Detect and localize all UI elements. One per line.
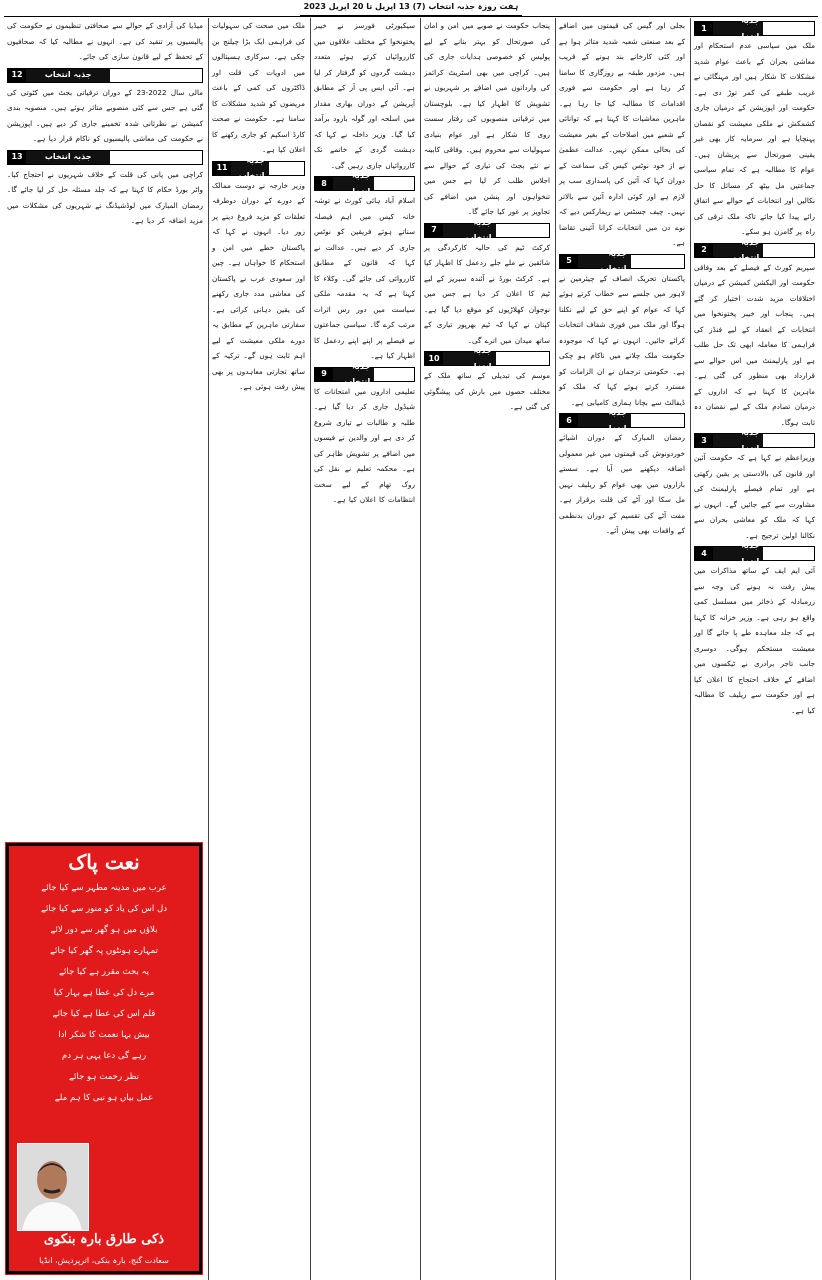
poem-line: بلاؤں میں ہو گھر سے دور لائے — [50, 925, 158, 935]
section-label: جذبہ انتخاب — [578, 414, 631, 427]
news-column — [420, 18, 553, 1280]
article-text: تعلیمی اداروں میں امتحانات کا شیڈول جاری کر دیا گیا ہے۔ طلبہ و طالبات نے تیاری شروع کر دی ہے اور والدین نے فیسوں میں اضافے پر تشویش ظاہر کی ہے۔ محکمہ تعلیم نے نقل کی روک تھام کے لیے سخت انتظامات کا اعلان کیا ہے۔ — [314, 386, 415, 504]
article-text: ملک میں صحت کی سہولیات کی فراہمی ایک بڑا چیلنج بن چکی ہے۔ سرکاری ہسپتالوں میں ادویات کی قلت اور ڈاکٹروں کی کمی کے باعث مریضوں کو شدید مشکلات کا سامنا ہے۔ حکومت نے صحت کارڈ اسکیم کو جاری رکھنے کا اعلان کیا ہے۔ — [212, 21, 305, 154]
article-text: آئی ایم ایف کے ساتھ مذاکرات میں پیش رفت نہ ہونے کی وجہ سے زرمبادلہ کے ذخائر میں مسلسل کمی واقع ہو رہی ہے۔ وزیر خزانہ کا کہنا ہے کہ جلد معاہدہ طے پا جائے گا اور معیشت مستحکم ہوگی۔ دوسری جانب تاجر برادری نے ٹیکسوں میں اضافے کے خلاف احتجاج کا اعلان کیا ہے اور حکومت سے ریلیف کا مطالبہ کیا ہے۔ — [694, 566, 815, 715]
poem-line: نظر رحمت ہو جائے — [68, 1072, 140, 1082]
poet-photo — [17, 1143, 89, 1231]
poem-line: مرے دل کی عطا ہے بہار کیا — [53, 988, 155, 998]
section-label: جذبہ انتخاب — [443, 224, 496, 237]
section-label: جذبہ انتخاب — [26, 69, 110, 82]
poem-line: دل اس کی یاد کو منور سے کیا جائے — [40, 904, 168, 914]
section-tag — [559, 408, 685, 433]
section-tag — [424, 346, 550, 371]
section-number: 8 — [315, 177, 333, 190]
section-number: 3 — [695, 434, 713, 447]
poem-lines — [9, 874, 199, 1109]
section-number: 10 — [425, 352, 443, 365]
section-number: 4 — [695, 547, 713, 560]
section-number: 1 — [695, 22, 713, 35]
poet-name: ذکی طارق بارہ بنکوی — [43, 1232, 165, 1247]
poem-line: یہ بحث مقرر ہے کیا جائے — [58, 967, 150, 977]
poem-line: قلم اس کی عطا ہے کیا جائے — [52, 1009, 156, 1019]
article-text: بجلی اور گیس کی قیمتوں میں اضافے کے بعد صنعتی شعبہ شدید متاثر ہوا ہے اور کئی کارخانے بند ہونے کے قریب ہیں۔ مزدور طبقہ بے روزگاری کا سامنا کر رہا ہے اور حکومت سے فوری اقدامات کا مطالبہ کیا جا رہا ہے۔ ماہرین معاشیات کا کہنا ہے کہ توانائی کے شعبے میں اصلاحات کے بغیر معیشت کی بحالی ممکن نہیں۔ عدالت عظمیٰ نے از خود نوٹس کیس کی سماعت کے دوران کہا کہ آئین کی پاسداری سب پر لازم ہے اور کوئی ادارہ آئین سے بالاتر نہیں۔ چیف جسٹس نے ریمارکس دیے کہ نوے دن میں انتخابات کرانا آئینی تقاضا ہے۔ — [559, 21, 685, 247]
section-label: جذبہ انتخاب — [333, 368, 374, 381]
article-text: میڈیا کی آزادی کے حوالے سے صحافتی تنظیموں نے حکومت کی پالیسیوں پر تنقید کی ہے۔ انہوں نے مطالبہ کیا کہ صحافیوں کے تحفظ کے لیے قانون سازی کی جائے۔ — [7, 21, 203, 61]
news-column — [555, 18, 688, 1280]
section-number: 9 — [315, 368, 333, 381]
section-label: جذبہ انتخاب — [443, 352, 496, 365]
section-label: جذبہ انتخاب — [713, 22, 763, 35]
news-column — [4, 18, 206, 838]
poet-org: سعادت گنج، بارہ بنکی، اترپردیش، انڈیا — [39, 1256, 169, 1265]
article-text: سیکیورٹی فورسز نے خیبر پختونخوا کے مختلف علاقوں میں کارروائیاں کرتے ہوئے متعدد دہشت گردوں کو گرفتار کر لیا ہے۔ آئی ایس پی آر کے مطابق آپریشن کے دوران بھاری مقدار میں اسلحہ اور گولہ بارود برآمد کیا گیا۔ وزیر داخلہ نے کہا کہ دہشت گردی کے خاتمے تک کارروائیاں جاری رہیں گی۔ — [314, 21, 415, 170]
section-tag — [424, 217, 550, 242]
article-text: رمضان المبارک کے دوران اشیائے خوردونوش کی قیمتوں میں غیر معمولی اضافہ دیکھنے میں آیا ہے۔ سستے بازاروں میں بھی عوام کو ریلیف نہیں مل سکا اور آٹے کی قلت برقرار ہے۔ مفت آٹے کی تقسیم کے دوران بدنظمی کے واقعات بھی پیش آئے۔ — [559, 433, 685, 535]
section-tag — [314, 361, 415, 386]
poem-line: عمل بیاں ہو نبی کا ہم ملے — [54, 1093, 154, 1103]
section-number: 7 — [425, 224, 443, 237]
article-text: پنجاب حکومت نے صوبے میں امن و امان کی صورتحال کو بہتر بنانے کے لیے پولیس کو خصوصی ہدایات جاری کی ہیں۔ کراچی میں بھی اسٹریٹ کرائمز کی وارداتوں میں اضافے پر شہریوں نے تشویش کا اظہار کیا ہے۔ بلوچستان میں ترقیاتی منصوبوں کی رفتار سست روی کا شکار ہے اور عوام بنیادی سہولیات سے محروم ہیں۔ وفاقی کابینہ نے نئے بجٹ کی تیاری کے حوالے سے اجلاس طلب کر لیا ہے جس میں تنخواہوں اور پنشن میں اضافے کی تجاویز پر غور کیا جائے گا۔ — [424, 21, 550, 216]
section-tag — [694, 237, 815, 262]
article-text: پاکستان تحریک انصاف کے چیئرمین نے لاہور میں جلسے سے خطاب کرتے ہوئے کہا کہ عوام کو اپنے حق کے لیے نکلنا ہوگا اور ملک میں فوری شفاف انتخابات کرائے جائیں۔ انہوں نے کہا کہ موجودہ حکومت ملک چلانے میں ناکام ہو چکی ہے۔ حکومتی ترجمان نے ان الزامات کو مسترد کرتے ہوئے کہا کہ ملک کو ڈیفالٹ سے بچانا ہماری کامیابی ہے۔ — [559, 273, 685, 407]
poem-line: عرب میں مدینہ مطہر سے کیا جائے — [41, 883, 167, 893]
news-column — [310, 18, 418, 1280]
section-label: جذبہ انتخاب — [713, 547, 763, 560]
article-text: وزیر خارجہ نے دوست ممالک کے دورے کے دوران دوطرفہ تعلقات کو مزید فروغ دینے پر زور دیا۔ انہوں نے کہا کہ پاکستان خطے میں امن و استحکام کا خواہاں ہے۔ چین اور سعودی عرب نے پاکستان کی معاشی مدد جاری رکھنے کی یقین دہانی کرائی ہے۔ سفارتی ماہرین کے مطابق یہ دورے ملکی معیشت کے لیے اہم ثابت ہوں گے۔ ترکیہ کے ساتھ تجارتی معاہدوں پر بھی پیش رفت ہوئی ہے۔ — [212, 180, 305, 391]
poem-box — [6, 843, 202, 1274]
section-label: جذبہ انتخاب — [713, 434, 763, 447]
section-tag — [559, 248, 685, 273]
section-number: 13 — [8, 151, 26, 164]
news-column — [690, 18, 818, 1280]
section-label: جذبہ انتخاب — [713, 244, 763, 257]
poem-line: تمہارے ہونٹوں پہ گھر کیا جائے — [50, 946, 158, 956]
section-label: جذبہ انتخاب — [578, 255, 631, 268]
poem-line: بیش بہا نعمت کا شکر ادا — [58, 1030, 150, 1040]
poem-line: رہے گی دعا یہی ہر دم — [61, 1051, 147, 1061]
top-rule — [4, 16, 818, 17]
section-number: 5 — [560, 255, 578, 268]
section-number: 12 — [8, 69, 26, 82]
article-text: کراچی میں پانی کی قلت کے خلاف شہریوں نے احتجاج کیا۔ واٹر بورڈ حکام کا کہنا ہے کہ جلد مسئلہ حل کر لیا جائے گا۔ رمضان المبارک میں لوڈشیڈنگ نے شہریوں کی مشکلات میں مزید اضافہ کر دیا ہے۔ — [7, 169, 203, 225]
article-text: ملک میں سیاسی عدم استحکام اور معاشی بحران کے باعث عوام شدید مشکلات کا شکار ہیں اور مہنگائی نے غریب طبقے کی کمر توڑ دی ہے۔ حکومت اور اپوزیشن کے درمیان جاری کشمکش نے ملکی معیشت کو نقصان پہنچایا ہے اور سرمایہ کار بھی غیر یقینی صورتحال سے پریشان ہیں۔ عوام کا مطالبہ ہے کہ تمام سیاسی جماعتیں مل بیٹھ کر مسائل کا حل نکالیں اور انتخابات کے حوالے سے اتفاق رائے پیدا کیا جائے تاکہ ملک ترقی کی راہ پر گامزن ہو سکے۔ — [694, 41, 815, 236]
section-number: 2 — [695, 244, 713, 257]
article-text: سپریم کورٹ کے فیصلے کے بعد وفاقی حکومت اور الیکشن کمیشن کے درمیان اختلافات مزید شدت اختیار کر گئے ہیں۔ پنجاب اور خیبر پختونخوا میں انتخابات کے انعقاد کے لیے فنڈز کی فراہمی کا معاملہ ابھی تک حل طلب ہے اور پارلیمنٹ میں اس حوالے سے قرارداد بھی منظور کی گئی ہے۔ ماہرین کا کہنا ہے کہ اداروں کے درمیان تصادم ملک کے لیے نقصان دہ ثابت ہوگا۔ — [694, 262, 815, 427]
section-tag — [314, 171, 415, 196]
section-label: جذبہ انتخاب — [231, 162, 269, 175]
masthead: ہفت روزہ جذبہ انتخاب (7) 13 اپریل تا 20 اپریل 2023 — [300, 2, 522, 16]
section-tag — [694, 541, 815, 566]
section-tag — [694, 18, 815, 41]
article-text: مالی سال 2022-23 کے دوران ترقیاتی بجٹ میں کٹوتی کی گئی ہے جس سے کئی منصوبے متاثر ہوئے ہیں۔ منصوبہ بندی کمیشن نے نظرثانی شدہ تخمینے جاری کر دیے ہیں۔ اپوزیشن نے حکومت کی معاشی پالیسیوں کو ناکام قرار دیا ہے۔ — [7, 87, 203, 143]
section-number: 11 — [213, 162, 231, 175]
section-label: جذبہ انتخاب — [26, 151, 110, 164]
section-tag — [694, 428, 815, 453]
section-tag — [7, 68, 203, 83]
section-tag — [7, 150, 203, 165]
article-text: موسم کی تبدیلی کے ساتھ ملک کے مختلف حصوں میں بارش کی پیشگوئی کی گئی ہے۔ — [424, 371, 550, 411]
section-label: جذبہ انتخاب — [333, 177, 374, 190]
section-tag — [212, 155, 305, 180]
article-text: اسلام آباد ہائی کورٹ نے توشہ خانہ کیس میں اہم فیصلہ سناتے ہوئے فریقین کو نوٹس جاری کر دیے ہیں۔ عدالت نے کہا کہ قانون کے مطابق کارروائی کی جائے گی۔ وکلاء کا کہنا ہے کہ یہ مقدمہ ملکی سیاست میں دور رس اثرات مرتب کرے گا۔ سیاسی جماعتوں نے فیصلے پر اپنے اپنے ردعمل کا اظہار کیا ہے۔ — [314, 196, 415, 360]
news-column — [208, 18, 308, 1280]
section-number: 6 — [560, 414, 578, 427]
poem-title: نعت پاک — [68, 850, 140, 874]
article-text: کرکٹ ٹیم کی حالیہ کارکردگی پر شائقین نے ملے جلے ردعمل کا اظہار کیا ہے۔ کرکٹ بورڈ نے آئندہ سیریز کے لیے ٹیم کا اعلان کر دیا ہے جس میں نوجوان کھلاڑیوں کو موقع دیا گیا ہے۔ کپتان نے کہا کہ ٹیم بھرپور تیاری کے ساتھ میدان میں اترے گی۔ — [424, 242, 550, 345]
article-text: وزیراعظم نے کہا ہے کہ حکومت آئین اور قانون کی بالادستی پر یقین رکھتی ہے اور تمام فیصلے پارلیمنٹ کی مشاورت سے کیے جائیں گے۔ انہوں نے کہا کہ ملک کو معاشی بحران سے نکالنا اولین ترجیح ہے۔ — [694, 453, 815, 540]
